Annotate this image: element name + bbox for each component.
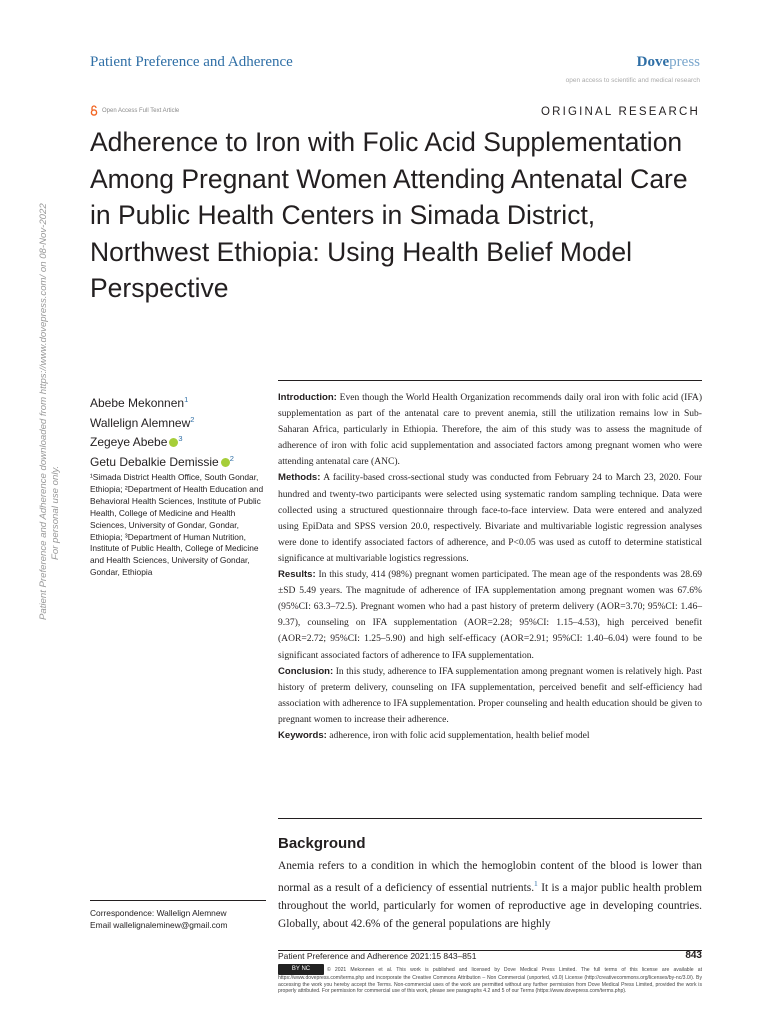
abstract-top-rule: [278, 380, 702, 381]
background-text: Anemia refers to a condition in which the hemoglobin content of the blood is lower than normal as a result of a deficiency of essential nutrients.: [278, 860, 702, 894]
correspondence: [90, 907, 227, 931]
open-access-label: Open Access Full Text Article: [102, 107, 180, 114]
affiliations: ¹Simada District Health Office, South Gondar, Ethiopia; ²Department of Health Education and Behavioral Health Sciences, Institute of Public Health, College of Medicine and Health Sciences, University of Gondar, Gondar, Ethiopia; ³Department of Human Nutrition, Institute of Public Health, College of Medicine and Health Sciences, University of Gondar, Gondar, Ethiopia: [90, 472, 264, 578]
publisher-tagline: open access to scientific and medical research: [565, 77, 700, 84]
abstract-text: A facility-based cross-sectional study was conducted from February 24 to March 23, 2020. Four hundred and twenty-two participants were selected using systematic random sampling technique. Data were collected using a structured questionnaire through face-to-face interview. Data were entered and analyzed using EpiData and SPSS version 20.0, respectively. Bivariate and multivariable logistic regression analyses were done to identify associated factors of adherence, and P<0.05 was used as cutoff to determine statistical significance at multivariable logistics regressions.: [278, 472, 702, 564]
abstract-methods: [278, 470, 702, 567]
abstract-conclusion: [278, 664, 702, 728]
article-type: ORIGINAL RESEARCH: [540, 106, 700, 118]
author-list: [90, 392, 234, 470]
background-text: It is a major public health problem throughout the world, particularly for women of reproductive age in developing countries. Globally, about 42.6% of the general populations are highly: [278, 881, 702, 930]
page-number: 843: [685, 950, 702, 961]
abstract-introduction: [278, 390, 702, 470]
abstract-text: adherence, iron with folic acid supplementation, health belief model: [329, 729, 590, 741]
article-title: Adherence to Iron with Folic Acid Supplementation Among Pregnant Women Attending Antenatal Care in Public Health Centers in Simada District, Northwest Ethiopia: Using Health Belief Model Perspective: [90, 127, 688, 303]
publisher-logo[interactable]: [637, 54, 700, 71]
abstract-text: In this study, 414 (98%) pregnant women participated. The mean age of the respondents was 28.69 ±SD 5.49 years. The magnitude of adherence of IFA supplementation among pregnant women was 67.6% (95%CI: 63.3–72.5). Pregnant women who had a past history of preterm delivery (AOR=3.70; 95%CI: 1.46–9.37), counseling on IFA supplementation (AOR=2.28; 95%CI: 1.15–4.53), high perceived benefit (AOR=2.72; 95%CI: 1.25–5.90) and high self-efficacy (AOR=2.91; 95%CI: 1.40–6.04) were found to be significant associated factors of adherence to IFA supplementation.: [278, 569, 702, 661]
abstract-label: Introduction:: [278, 392, 337, 403]
abstract-keywords: [278, 728, 702, 744]
author-affil-ref[interactable]: 2: [190, 414, 195, 424]
abstract-bottom-rule: [278, 818, 702, 819]
abstract-label: Conclusion:: [278, 665, 334, 677]
publisher-logo-light: press: [669, 54, 700, 70]
author-name: Zegeye Abebe: [90, 435, 168, 449]
download-watermark-line2: For personal use only.: [50, 465, 61, 560]
open-access-icon: [90, 105, 98, 116]
correspondence-rule: [90, 900, 266, 901]
abstract-label: Methods:: [278, 472, 321, 484]
publisher-logo-bold: Dove: [636, 54, 670, 70]
author: [90, 451, 234, 471]
author-affil-ref[interactable]: 1: [184, 395, 189, 404]
footer-citation: Patient Preference and Adherence 2021:15 843–851: [278, 951, 477, 961]
orcid-icon[interactable]: [221, 458, 230, 467]
license-text: © 2021 Mekonnen et al. This work is published and licensed by Dove Medical Press Limited. The full terms of this license are available at https://www.dovepress.com/terms.php and incorporate the Creative Commons Attribution – Non Commercial (unported, v3.0) License (http://creativecommons.org/licenses/by-nc/3.0/). By accessing the work you hereby accept the Terms. Non-commercial uses of the work are permitted without any further permission from Dove Medical Press Limited, provided the work is properly attributed. For permission for commercial use of this work, please see paragraphs 4.2 and 5 of our Terms (https://www.dovepress.com/terms.php).: [278, 966, 702, 995]
abstract-label: Results:: [278, 569, 316, 581]
correspondence-name: Correspondence: Wallelign Alemnew: [90, 908, 227, 918]
author-affil-ref[interactable]: 2: [229, 453, 234, 463]
license-notice: [278, 964, 702, 995]
author-name: Wallelign Alemnew: [90, 415, 191, 430]
download-watermark: [38, 203, 61, 620]
author: [90, 412, 234, 432]
abstract-label: Keywords:: [278, 729, 327, 741]
author-name: Getu Debalkie Demissie: [90, 454, 219, 469]
background-paragraph: [278, 857, 702, 933]
abstract-text: In this study, adherence to IFA supplementation among pregnant women is relatively high. Past history of preterm delivery, counseling on IFA supplementation, perceived benefit and self-efficiency had association with adherence to IFA supplementation. Proper counseling and health education should be given to pregnant women to increase their adherence.: [278, 665, 702, 725]
abstract: [278, 390, 702, 744]
reference-link[interactable]: 1: [534, 879, 538, 888]
author-affil-ref[interactable]: 3: [178, 434, 183, 443]
abstract-results: [278, 567, 702, 664]
correspondence-email[interactable]: Email wallelignaleminew@gmail.com: [90, 920, 228, 930]
section-heading-background: Background: [278, 835, 366, 852]
cc-license-icon[interactable]: BY NC: [278, 964, 324, 975]
abstract-text: Even though the World Health Organization recommends daily oral iron with folic acid (IFA) supplementation as part of the antenatal care to prevent anemia, still the utilization remains low in Sub-Saharan Africa, particularly in Ethiopia. Therefore, the aim of this study was to assess the magnitude of adherence of iron with folic acid supplementation and associated factors among pregnant women who were attending antenatal care (ANC).: [278, 392, 702, 468]
author: [90, 431, 234, 451]
journal-name[interactable]: Patient Preference and Adherence: [90, 54, 293, 70]
open-access-badge: [90, 105, 179, 116]
author-name: Abebe Mekonnen: [90, 396, 185, 410]
author: [90, 392, 234, 412]
download-watermark-line1: Patient Preference and Adherence downloaded from https://www.dovepress.com/ on 08-Nov-2022: [38, 203, 49, 620]
